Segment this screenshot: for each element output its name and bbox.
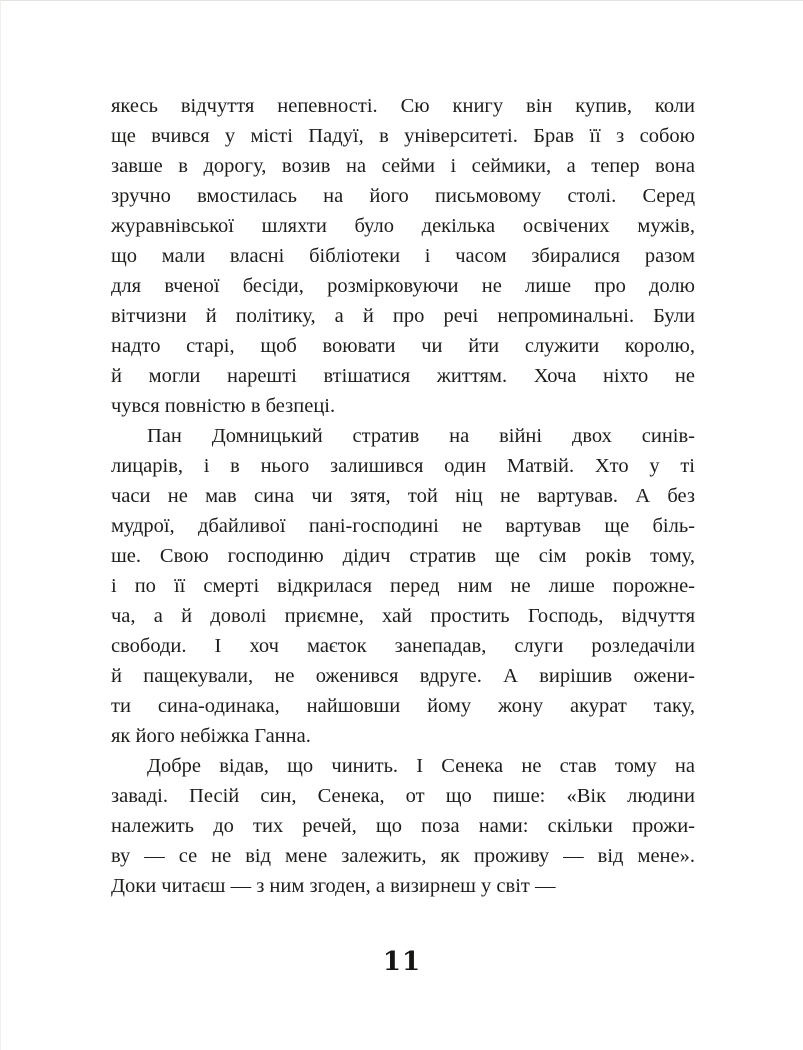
text-line: для вченої бесіди, розмірковуючи не лише про долю — [111, 275, 695, 297]
text-line: зручно вмостилась на його письмовому столі. Серед — [111, 185, 695, 207]
paragraph-3 — [111, 751, 695, 901]
text-line: належить до тих речей, що поза нами: скільки прожи- — [111, 815, 695, 837]
text-line: чувся повністю в безпеці. — [111, 395, 336, 417]
text-line: заваді. Песій син, Сенека, от що пише: «Вік людини — [111, 785, 695, 807]
text-line: Добре відав, що чинить. І Сенека не став тому на — [147, 755, 695, 777]
text-line: як його небіжка Ганна. — [111, 725, 311, 747]
paragraph-2 — [111, 421, 695, 751]
text-line: й могли нарешті втішатися життям. Хоча ніхто не — [111, 365, 695, 387]
text-line: завше в дорогу, возив на сейми і сеймики, а тепер вона — [111, 155, 695, 177]
text-line: часи не мав сина чи зятя, той ніц не вартував. А без — [111, 485, 695, 507]
text-line: якесь відчуття непевності. Сю книгу він купив, коли — [111, 95, 695, 117]
text-line: журавнівської шляхти було декілька освічених мужів, — [111, 215, 695, 237]
page-text — [111, 91, 695, 901]
text-line: Доки читаєш — з ним згоден, а визирнеш у світ — — [111, 875, 556, 897]
text-line: ву — се не від мене залежить, як проживу — від мене». — [111, 845, 695, 867]
text-line: ча, а й доволі приємне, хай простить Господь, відчуття — [111, 605, 695, 627]
text-line: ше. Свою господиню дідич стратив ще сім років тому, — [111, 545, 695, 567]
text-line: свободи. І хоч маєток занепадав, слуги розледачіли — [111, 635, 695, 657]
paragraph-1 — [111, 91, 695, 421]
page-number: 11 — [382, 947, 422, 977]
text-line: надто старі, щоб воювати чи йти служити королю, — [111, 335, 695, 357]
text-line: і по її смерті відкрилася перед ним не лише порожне- — [111, 575, 695, 597]
text-line: ще вчився у місті Падуї, в університеті. Брав її з собою — [111, 125, 695, 147]
text-line: ти сина-одинака, найшовши йому жону акурат таку, — [111, 695, 695, 717]
text-line: мудрої, дбайливої пані-господині не вартував ще біль- — [111, 515, 695, 537]
text-line: лицарів, і в нього залишився один Матвій. Хто у ті — [111, 455, 695, 477]
text-line: й пащекували, не оженився вдруге. А вирішив ожени- — [111, 665, 695, 687]
text-line: вітчизни й політику, а й про речі непроминальні. Були — [111, 305, 695, 327]
text-line: що мали власні бібліотеки і часом збиралися разом — [111, 245, 695, 267]
text-line: Пан Домницький стратив на війні двох синів- — [147, 425, 695, 447]
